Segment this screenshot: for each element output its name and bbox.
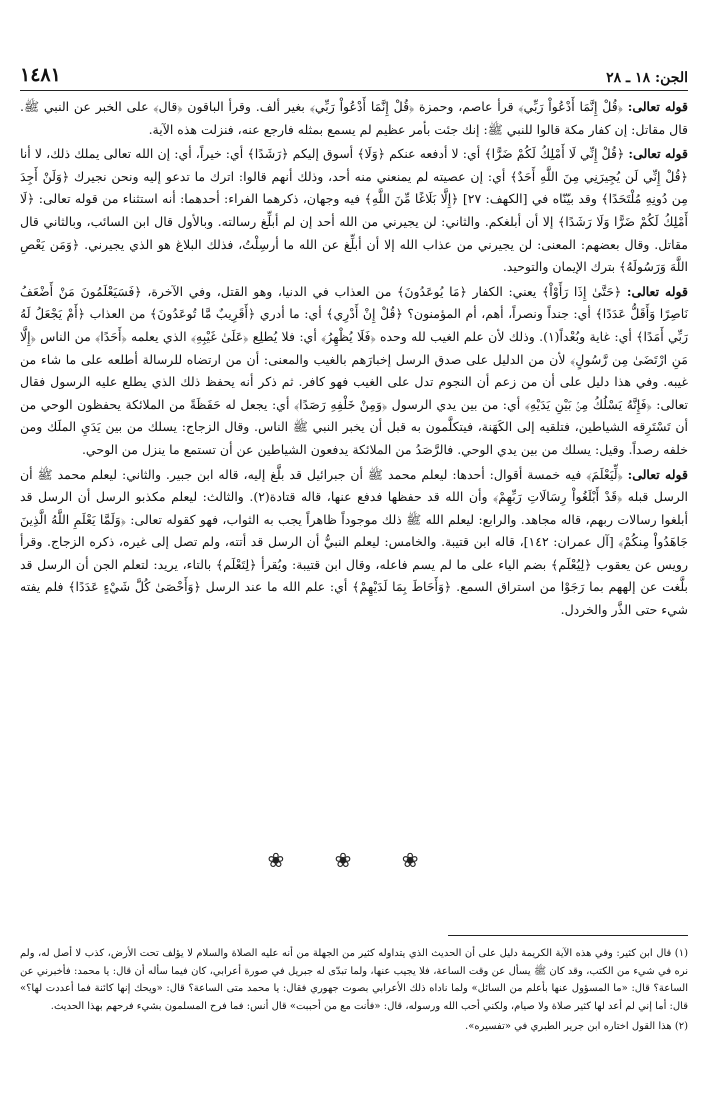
paragraph-lead: قوله تعالى: (626, 283, 688, 299)
paragraph (20, 464, 688, 622)
paragraph-text: ﴿حَتَّىٰ إِذَا رَأَوْاْ﴾ يعني: الكفار ﴿مَا يُوعَدُونَ﴾ من العذاب في الدنيا، وهو القتل، وفي الآخرة، ﴿فَسَيَعْلَمُونَ مَنْ أَضْعَفُ نَاصِرًا وَأَقَلُّ عَدَدًا﴾ أي: جنداً ونصراً، أهم، أم المؤمنون؟ ﴿قُلْ إِنْ أَدْرِي﴾ أي: ما أدري ﴿أَقَرِيبٌ مَّا تُوعَدُونَ﴾ من العذاب ﴿أَمْ يَجْعَلُ لَهُ رَبِّي أَمَدًا﴾ أي: غاية وبُعْداً(١). وذلك لأن علم الغيب لله وحده ﴿فَلَا يُظْهِرُ﴾ أي: فلا يُطلِع ﴿عَلَىٰ غَيْبِهِ﴾ الذي يعلمه ﴿أَحَدًا﴾ من الناس ﴿إِلَّا مَنِ ارْتَضَىٰ مِن رَّسُولٍ﴾ لأن من الدليل على صدق الرسل إخبارَهم بالغيب والمعنى: أن من ارتضاه للرسالة أطلعه على ما شاء من غيبه. وفي هذا دليل على أن من زعم أن النجوم تدل على الغيب فهو كافر. ثم ذكر أنه يحفظ ذلك الذي يطلع عليه الرسول فقال تعالى: ﴿فَإِنَّهُ يَسْلُكُ مِنۢ بَيْنِ يَدَيْهِ﴾ أي: من بين يدي الرسول ﴿وَمِنْ خَلْفِهِ رَصَدًا﴾ أي: يجعل له حَفَظَةً من الملائكة يحفظون الوحي من أن تَسْتَرِقه الشياطين، فتلقيه إلى الكَهَنة، فيتكلَّمون به قبل أن يخبر النبي ﷺ الناس. وقال الزجاج: يسلك من بين يَدَيِ الملَك ومن خلفه رصداً. وقيل: يسلك من بين يدي الوحي. فالرَّصَدُ من الملائكة يدفعون الشياطين عن أن تستمع ما ينزل من الوحي. (20, 283, 688, 457)
paragraph-lead: قوله تعالى: (628, 146, 688, 162)
paragraph (20, 281, 688, 462)
footnote-rule (448, 935, 688, 936)
footnote: (٢) هذا القول اختاره ابن جرير الطبري في «تفسيره». (465, 1021, 688, 1032)
paragraph (20, 96, 688, 141)
paragraph-text: ﴿قُلْ إِنِّي لَا أَمْلِكُ لَكُمْ ضَرًّا﴾ أي: لا أدفعه عنكم ﴿وَلَا﴾ أسوق إليكم ﴿رَشَدًا﴾ أي: خيراً، أي: إن الله تعالى يملك ذلك، لا أنا ﴿قُلْ إِنِّي لَن يُجِيرَنِي مِنَ اللَّهِ أَحَدٌ﴾ أي: إن عصيته لم يمنعني منه أحد، وذلك أنهم قالوا: اترك ما تدعو إليه ونحن نجيرك ﴿وَلَنْ أَجِدَ مِن دُونِهِ مُلْتَحَدًا﴾ وقد بيّنّاه في [الكهف: ٢٧] ﴿إِلَّا بَلَاغًا مِّنَ اللَّهِ﴾ فيه وجهان، ذكرهما الفراء: أحدهما: أنه استثناء من قوله تعالى: ﴿لَا أَمْلِكُ لَكُمْ ضَرًّا وَلَا رَشَدًا﴾ إلا أن أبلغكم. والثاني: لن يجيرني من الله أحد إن لم أبلِّغ رسالته. وبالأول قال ابن السائب، وبالثاني قال مقاتل. وقال بعضهم: المعنى: لن يجيرني من عذاب الله إلا أن أبلِّغ عن الله ما أرسِلْتُ، فذلك البلاغ هو الذي يجيرني. ﴿وَمَن يَعْصِ اللَّهَ وَرَسُولَهُ﴾ بترك الإيمان والتوحيد. (20, 146, 688, 275)
paragraph-lead: قوله تعالى: (627, 466, 688, 482)
footnote: (١) قال ابن كثير: وفي هذه الآية الكريمة دليل على أن الحديث الذي يتداوله كثير من الجهلة من أنه عليه الصلاة والسلام لا يؤلف تحت الأرض، كذب لا أصل له، ولم نره في شيء من الكتب، وقد كان ﷺ يسأل عن وقت الساعة، فلا يجيب عنها، ولما تبدّى له جبريل في صورة أعرابي، كان فيما سأله أن قال: يا محمد: فأخبرني عن الساعة؟ قال: «ما المسؤول عنها بأعلم من السائل» ولما ناداه ذلك الأعرابي بصوت جهوري فقال: يا محمد متى الساعة؟ قال: «ويحك إنها كائنة فما أعددت لها؟» قال: أما إني لم أعد لها كثير صلاة ولا صيام، ولكني أحب الله ورسوله، قال: «فأنت مع من أحببت» قال أنس: فما فرح المسلمون بشيء فرحهم بهذا الحديث. (20, 948, 689, 1012)
paragraph-text: ﴿قُلْ إِنَّمَا أَدْعُواْ رَبِّي﴾ قرأ عاصم، وحمزة ﴿قُلْ إِنَّمَا أَدْعُواْ رَبِّي﴾ بغير ألف. وقرأ الباقون ﴿قال﴾ على الخبر عن النبي ﷺ. قال مقاتل: إن كفار مكة قالوا للنبي ﷺ: إنك جئت بأمر عظيم لم يسمع بمثله فارجع عنه، فنزلت هذه الآية. (20, 99, 688, 137)
main-text (20, 96, 688, 624)
paragraph-text: ﴿لِّيَعْلَمَ﴾ فيه خمسة أقوال: أحدها: ليعلم محمد ﷺ أن جبرائيل قد بلَّغ إليه، قاله ابن جبير. والثاني: ليعلم محمد ﷺ أن الرسل قبله ﴿قَدْ أَبْلَغُواْ رِسَالَاتِ رَبِّهِمْ﴾ وأن الله قد حفظها فدفع عنها، قاله قتادة(٢). والثالث: ليعلم مكذبو الرسل أن الرسل قد أبلغوا رسالات ربهم، قاله مجاهد. والرابع: ليعلم الله ﷺ ذلك موجوداً ظاهراً يجب به الثواب، فهو كقوله تعالى: ﴿وَلَمَّا يَعْلَمِ اللَّهُ الَّذِينَ جَاهَدُواْ مِنكُمْ﴾ [آل عمران: ١٤٢]، قاله ابن قتيبة. والخامس: ليعلم النبيُّ أن الرسل قد أتته، ولم تصل إلى غيره، ذكره الزجاج. وقرأ رويس عن يعقوب ﴿لِيُعْلَم﴾ بضم الياء على ما لم يسم فاعله، وقال ابن قتيبة: ويُقرأ ﴿لِتَعْلَم﴾ بالتاء، يريد: لتعلم الجن أن الرسل قد بلَّغت عن إلههم بما رَجَوْا من استراق السمع. ﴿وَأَحَاطَ بِمَا لَدَيْهِمْ﴾ أي: علم الله ما عند الرسل ﴿وَأَحْصَىٰ كُلَّ شَيْءٍ عَدَدًا﴾ فلم يفته شيء حتى الذَّر والخردل. (20, 466, 688, 618)
footnotes (20, 945, 688, 1039)
page-number: ١٤٨١ (20, 64, 61, 86)
paragraph-lead: قوله تعالى: (627, 99, 688, 114)
running-title: الجن: ١٨ ـ ٢٨ (606, 70, 688, 86)
paragraph (20, 143, 688, 279)
page-header (20, 56, 688, 91)
section-separator: ❀ ❀ ❀ (267, 848, 441, 872)
